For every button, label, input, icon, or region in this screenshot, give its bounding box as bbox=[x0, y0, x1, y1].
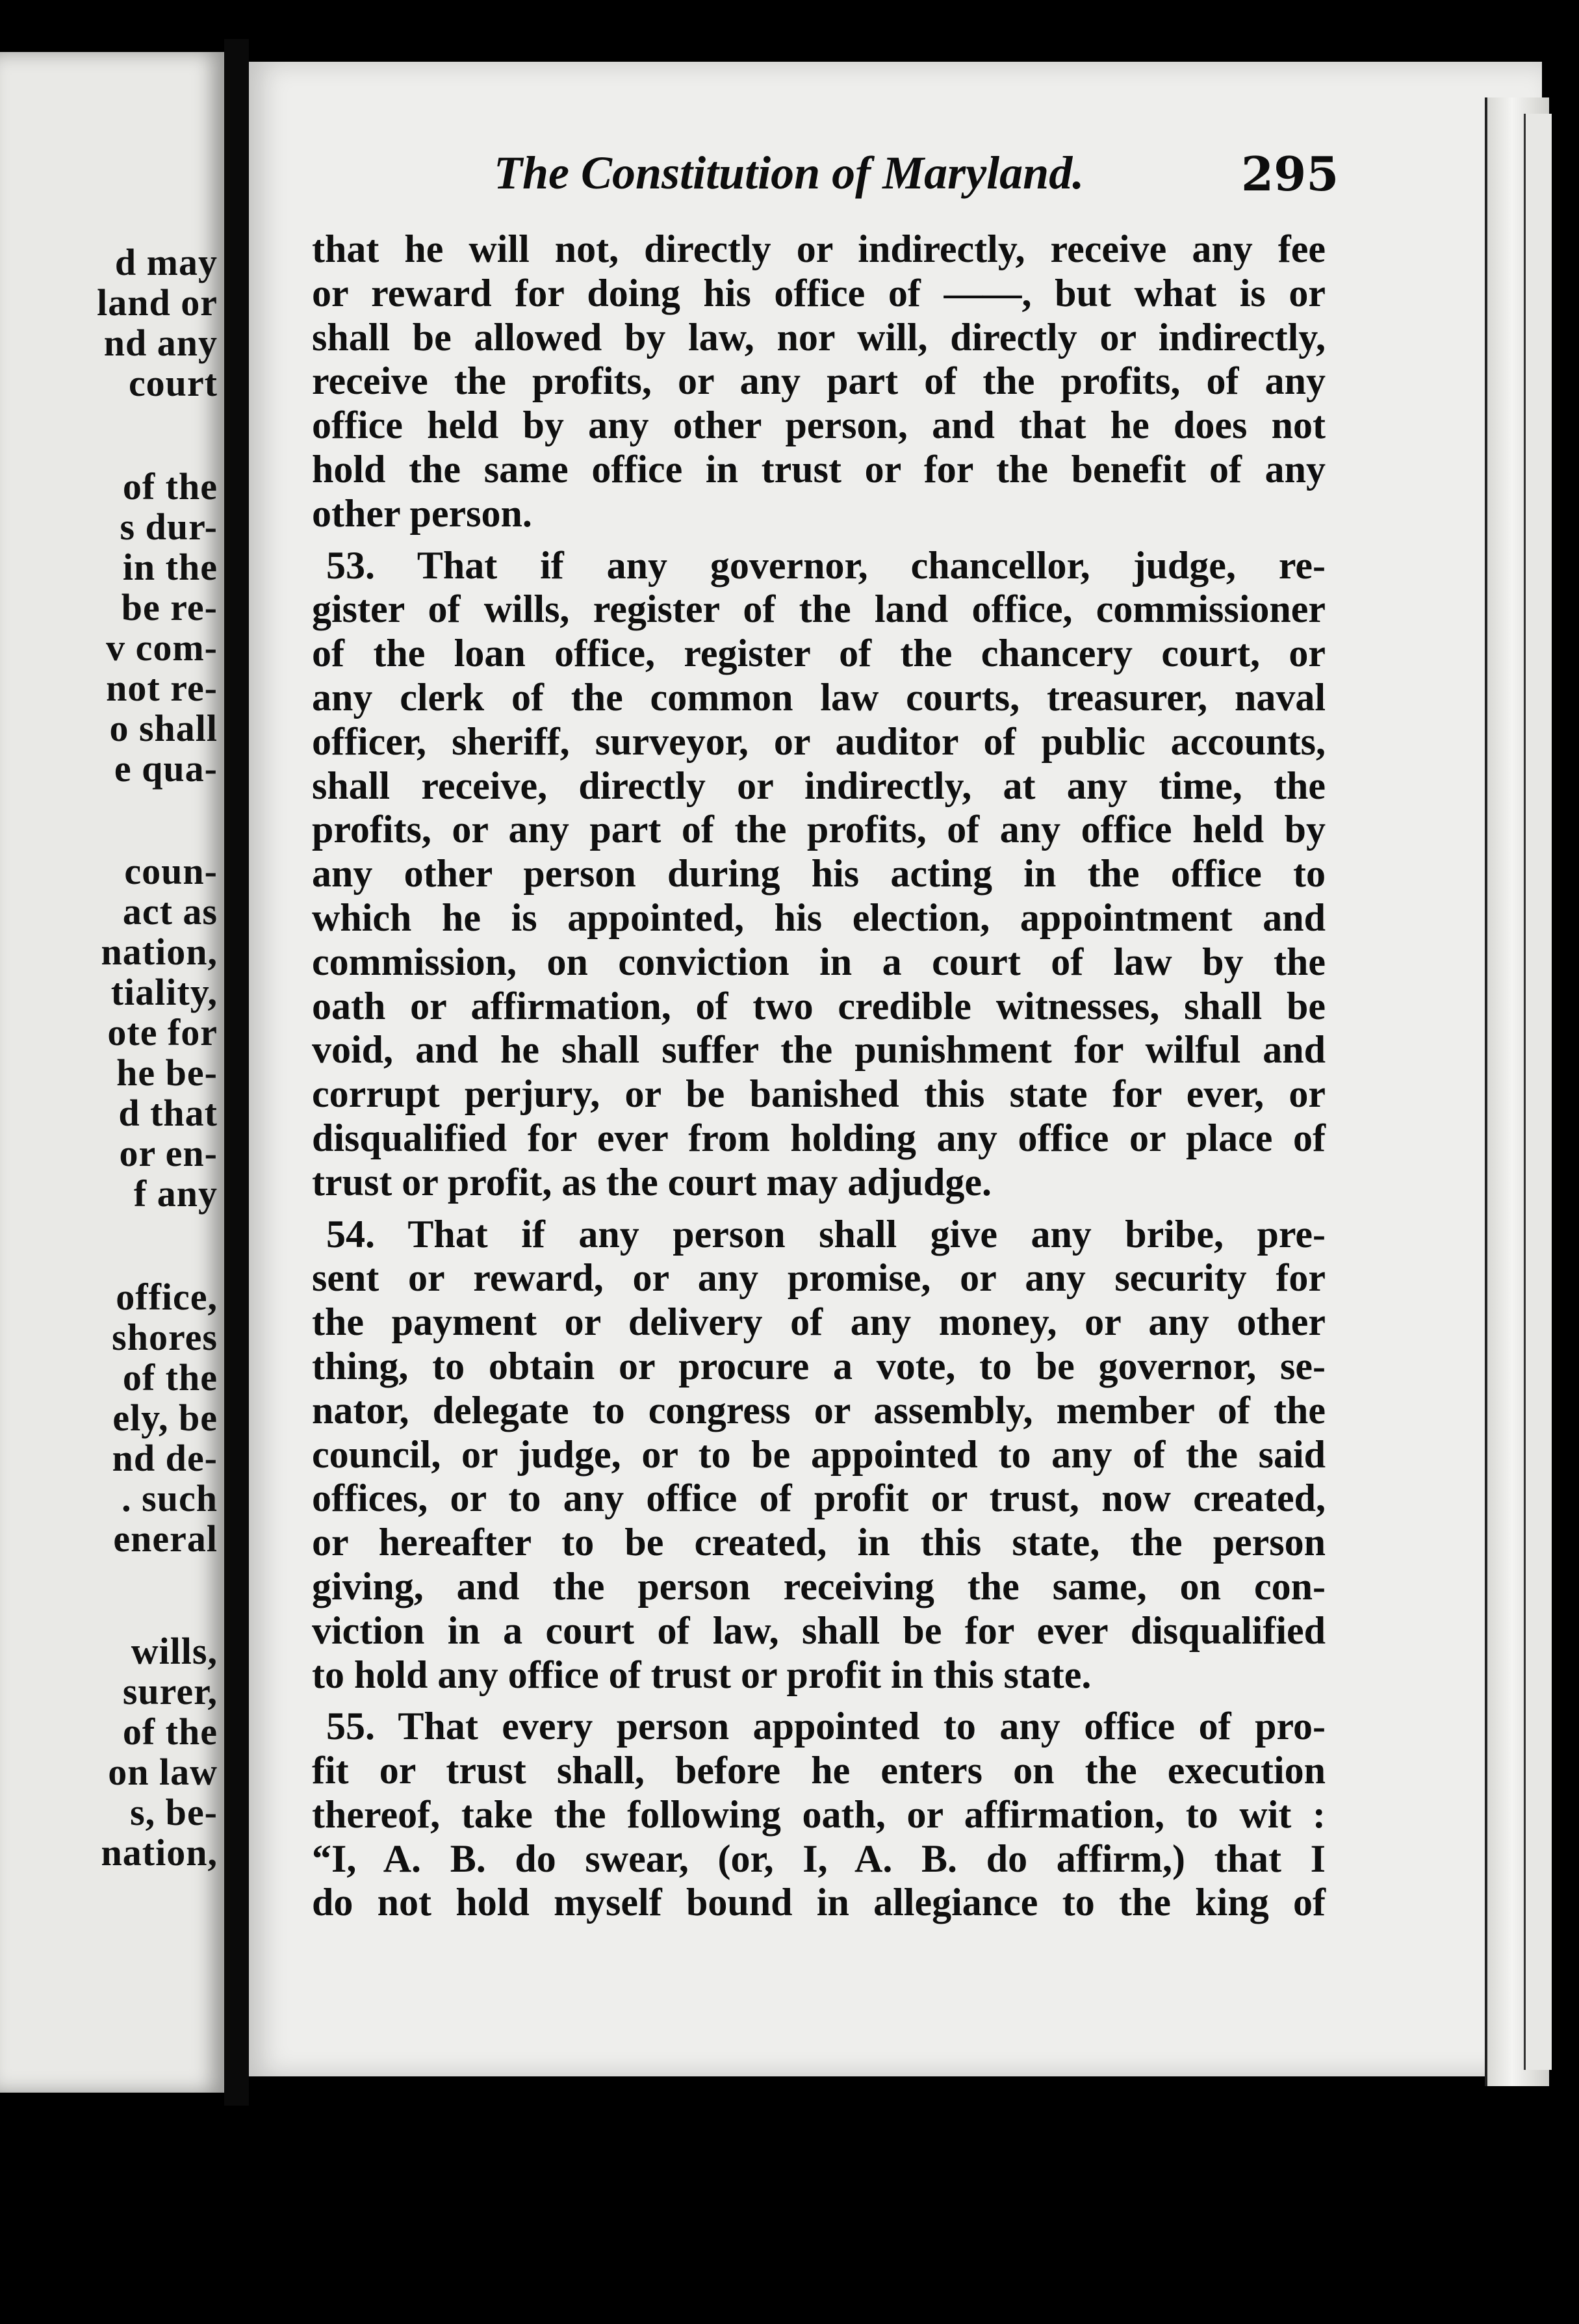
left-page-fragment: court bbox=[128, 362, 218, 404]
text-line: commission, on conviction in a court of law by the bbox=[312, 940, 1326, 983]
text-line: trust or profit, as the court may adjudge. bbox=[312, 1160, 992, 1204]
running-head bbox=[494, 146, 1339, 205]
text-line: any other person during his acting in the office to bbox=[312, 852, 1326, 896]
left-page-fragment: d that bbox=[118, 1092, 218, 1134]
left-page-fragment: nd de- bbox=[112, 1437, 218, 1479]
left-page-fragment: land or bbox=[97, 281, 218, 324]
text-line: or reward for doing his office of ——, but what is or bbox=[312, 271, 1326, 315]
text-line: profits, or any part of the profits, of any office held by bbox=[312, 808, 1326, 851]
section-53-start: 53. That if any governor, chancellor, judge, re- bbox=[326, 543, 1326, 587]
left-page-fragment: office, bbox=[116, 1276, 218, 1318]
running-head-title: The Constitution of Maryland. bbox=[494, 147, 1085, 199]
text-line: shall be allowed by law, nor will, directly or indirectly, bbox=[312, 315, 1326, 359]
left-page-fragment: tiality, bbox=[110, 971, 218, 1013]
left-page-fragment: d may bbox=[114, 241, 218, 283]
left-facing-page bbox=[0, 52, 224, 2093]
text-line: which he is appointed, his election, appointment and bbox=[312, 896, 1326, 939]
left-page-fragment: shores bbox=[112, 1316, 218, 1358]
left-page-fragment: s dur- bbox=[120, 506, 218, 548]
section-55-start: 55. That every person appointed to any office of pro- bbox=[326, 1705, 1326, 1748]
left-page-fragment: or en- bbox=[119, 1132, 218, 1174]
left-page-fragment: ely, be bbox=[112, 1397, 218, 1439]
left-page-fragment: eneral bbox=[113, 1517, 218, 1560]
left-page-fragment: not re- bbox=[106, 667, 218, 709]
left-page-fragment: v com- bbox=[106, 626, 218, 669]
text-line: “I, A. B. do swear, (or, I, A. B. do affirm,) that I bbox=[312, 1837, 1326, 1880]
left-page-fragment: he be- bbox=[116, 1052, 218, 1094]
left-page-fragment: wills, bbox=[131, 1630, 218, 1672]
left-page-fragment: nd any bbox=[103, 322, 218, 364]
text-line: any clerk of the common law courts, treasurer, naval bbox=[312, 675, 1326, 719]
left-page-fragment: of the bbox=[122, 1711, 218, 1753]
page-number: 295 bbox=[1241, 146, 1339, 201]
left-page-fragment: . such bbox=[122, 1477, 218, 1519]
left-page-fragment: on law bbox=[108, 1751, 218, 1793]
left-page-fragment: of the bbox=[122, 1356, 218, 1399]
left-page-fragment: surer, bbox=[122, 1670, 218, 1712]
left-page-fragment: s, be- bbox=[130, 1791, 218, 1833]
left-page-fragment: of the bbox=[122, 465, 218, 508]
body-text bbox=[312, 227, 1326, 1925]
text-line: offices, or to any office of profit or trust, now created, bbox=[312, 1477, 1326, 1520]
text-line: that he will not, directly or indirectly, receive any fee bbox=[312, 227, 1326, 270]
page-edge bbox=[1524, 114, 1552, 2070]
left-page-fragment: o shall bbox=[109, 707, 218, 749]
text-line: sent or reward, or any promise, or any security for bbox=[312, 1256, 1326, 1300]
text-line: corrupt perjury, or be banished this state for ever, or bbox=[312, 1072, 1326, 1116]
left-page-fragment: in the bbox=[122, 546, 218, 588]
text-line: officer, sheriff, surveyor, or auditor of public accounts, bbox=[312, 719, 1326, 763]
text-line: or hereafter to be created, in this state, the person bbox=[312, 1521, 1326, 1564]
text-line: receive the profits, or any part of the profits, of any bbox=[312, 359, 1326, 403]
left-page-fragment: f any bbox=[133, 1172, 218, 1215]
section-54-start: 54. That if any person shall give any bribe, pre- bbox=[326, 1212, 1326, 1256]
text-line: hold the same office in trust or for the benefit of any bbox=[312, 447, 1326, 491]
text-line: oath or affirmation, of two credible witnesses, shall be bbox=[312, 984, 1326, 1027]
text-line: the payment or delivery of any money, or any other bbox=[312, 1300, 1326, 1344]
text-line: giving, and the person receiving the same, on con- bbox=[312, 1564, 1326, 1608]
text-line: thing, to obtain or procure a vote, to be governor, se- bbox=[312, 1344, 1326, 1388]
left-page-fragment: nation, bbox=[101, 931, 218, 973]
text-line: shall receive, directly or indirectly, at any time, the bbox=[312, 764, 1326, 807]
left-page-fragment: nation, bbox=[101, 1831, 218, 1874]
text-line: thereof, take the following oath, or affirmation, to wit : bbox=[312, 1792, 1326, 1836]
left-page-fragment: coun- bbox=[124, 850, 218, 892]
text-line: disqualified for ever from holding any office or place of bbox=[312, 1116, 1326, 1159]
book-gutter bbox=[224, 39, 249, 2106]
text-line: do not hold myself bound in allegiance to the king of bbox=[312, 1881, 1326, 1924]
text-line: of the loan office, register of the chancery court, or bbox=[312, 632, 1326, 675]
left-page-fragment: ote for bbox=[107, 1011, 218, 1053]
text-line: void, and he shall suffer the punishment for wilful and bbox=[312, 1028, 1326, 1072]
text-line: other person. bbox=[312, 491, 532, 535]
text-line: viction in a court of law, shall be for ever disqualified bbox=[312, 1608, 1326, 1652]
text-line: fit or trust shall, before he enters on the execution bbox=[312, 1749, 1326, 1792]
text-line: gister of wills, register of the land office, commissioner bbox=[312, 587, 1326, 631]
left-page-fragment: e qua- bbox=[114, 747, 218, 790]
text-line: nator, delegate to congress or assembly, member of the bbox=[312, 1388, 1326, 1432]
text-line: to hold any office of trust or profit in this state. bbox=[312, 1653, 1092, 1696]
text-line: council, or judge, or to be appointed to any of the said bbox=[312, 1432, 1326, 1476]
left-page-fragment: be re- bbox=[121, 586, 218, 628]
left-page-fragment: act as bbox=[122, 890, 218, 933]
text-line: office held by any other person, and that he does not bbox=[312, 404, 1326, 447]
